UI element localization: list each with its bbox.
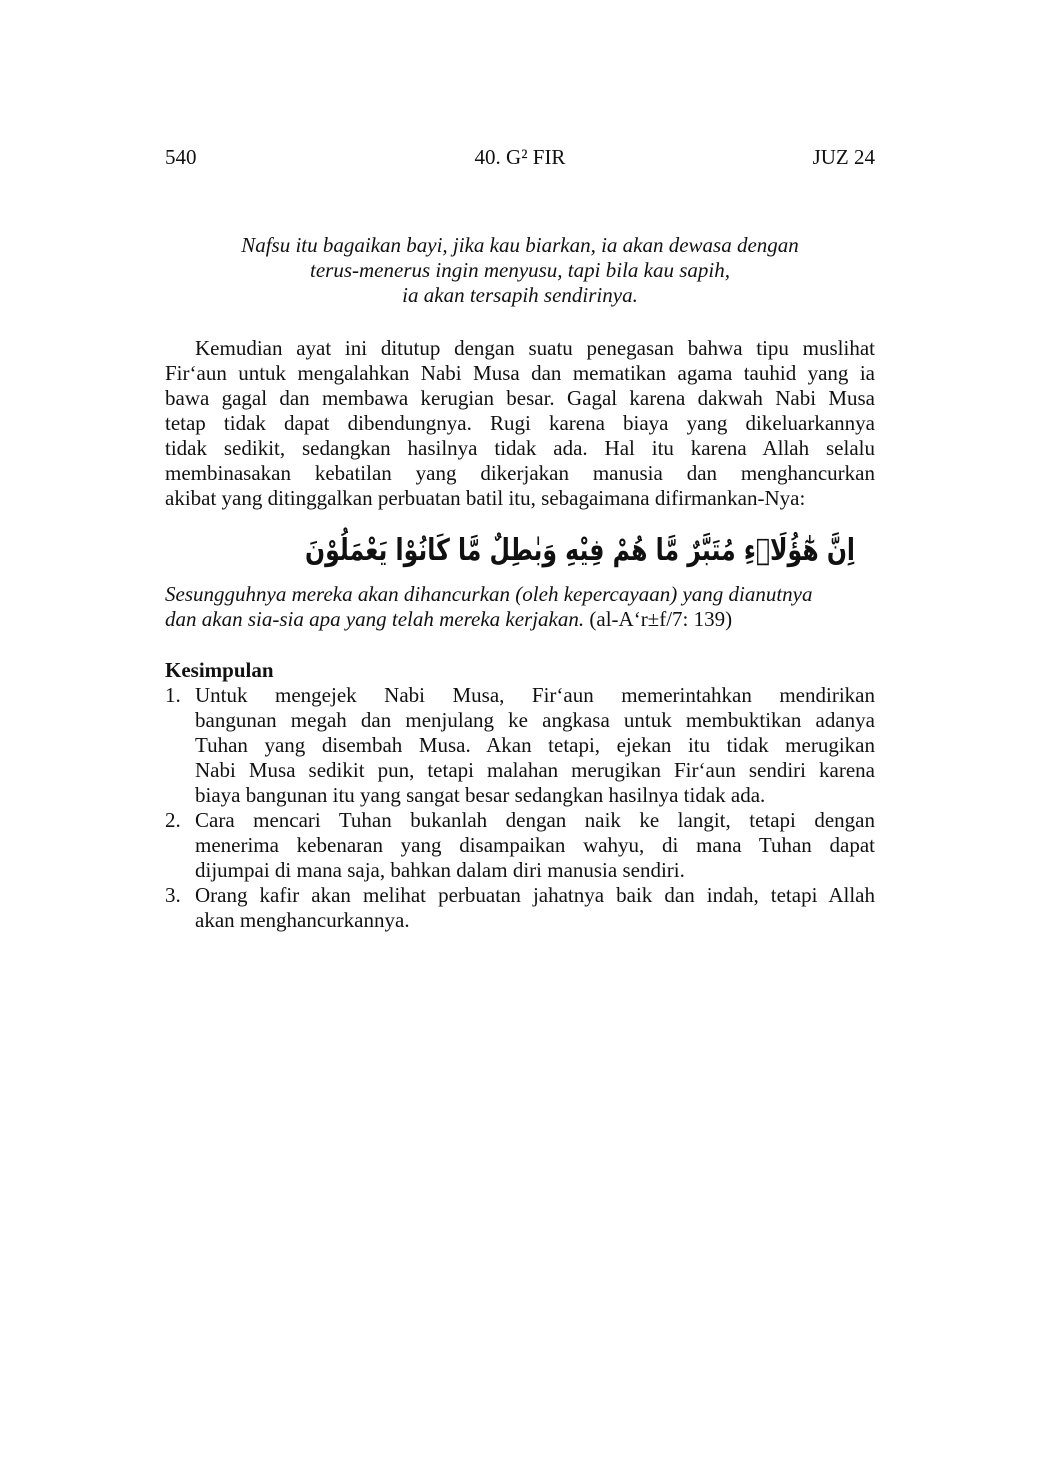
translation-line: dan akan sia-sia apa yang telah mereka kerjakan. xyxy=(165,607,585,631)
verse-citation: (al-A‘r±f/7: 139) xyxy=(584,607,733,631)
item-number: 2. xyxy=(165,808,181,832)
quote-line: terus-menerus ingin menyusu, tapi bila kau sapih, xyxy=(310,258,730,282)
arabic-verse xyxy=(300,518,1006,578)
quote-line: ia akan tersapih sendirinya. xyxy=(402,283,638,307)
body-paragraph xyxy=(165,336,875,511)
item-line: bangunan megah dan menjulang ke angkasa untuk membuktikan adanya xyxy=(195,708,875,732)
item-number: 1. xyxy=(165,683,181,707)
paragraph-line: membinasakan kebatilan yang dikerjakan manusia dan menghancurkan xyxy=(165,461,875,485)
arabic-verse-text: اِنَّ هٰٓؤُلَاۤءِ مُتَبَّرٌ مَّا هُمْ فِيْهِ وَبٰطِلٌ مَّا كَانُوْا يَعْمَلُوْنَ xyxy=(305,533,1006,568)
paragraph-line: Kemudian ayat ini ditutup dengan suatu penegasan bahwa tipu muslihat xyxy=(195,336,875,360)
item-line: Untuk mengejek Nabi Musa, Fir‘aun memerintahkan mendirikan xyxy=(195,683,875,707)
paragraph-line: tidak sedikit, sedangkan hasilnya tidak ada. Hal itu karena Allah selalu xyxy=(165,436,875,460)
page-number: 540 xyxy=(165,145,197,169)
italic-quote xyxy=(165,233,875,308)
juz-label: JUZ 24 xyxy=(812,145,875,169)
verse-translation xyxy=(165,582,875,632)
list-item xyxy=(165,683,875,808)
section-heading: Kesimpulan xyxy=(165,658,274,682)
quote-line: Nafsu itu bagaikan bayi, jika kau biarkan, ia akan dewasa dengan xyxy=(241,233,799,257)
item-line: Cara mencari Tuhan bukanlah dengan naik ke langit, tetapi dengan xyxy=(195,808,875,832)
paragraph-line: tetap tidak dapat dibendungnya. Rugi karena biaya yang dikeluarkannya xyxy=(165,411,875,435)
item-line: dijumpai di mana saja, bahkan dalam diri manusia sendiri. xyxy=(195,858,685,882)
paragraph-line: Fir‘aun untuk mengalahkan Nabi Musa dan mematikan agama tauhid yang ia xyxy=(165,361,875,385)
paragraph-line: bawa gagal dan membawa kerugian besar. Gagal karena dakwah Nabi Musa xyxy=(165,386,875,410)
item-line: akan menghancurkannya. xyxy=(195,908,410,932)
item-line: menerima kebenaran yang disampaikan wahyu, di mana Tuhan dapat xyxy=(195,833,875,857)
list-item xyxy=(165,883,875,933)
item-line: Orang kafir akan melihat perbuatan jahatnya baik dan indah, tetapi Allah xyxy=(195,883,875,907)
list-item xyxy=(165,808,875,883)
item-number: 3. xyxy=(165,883,181,907)
chapter-title: 40. G² FIR xyxy=(474,145,566,169)
item-line: Nabi Musa sedikit pun, tetapi malahan merugikan Fir‘aun sendiri karena xyxy=(195,758,875,782)
item-line: biaya bangunan itu yang sangat besar sedangkan hasilnya tidak ada. xyxy=(195,783,766,807)
page-header xyxy=(165,145,875,173)
translation-line: Sesungguhnya mereka akan dihancurkan (oleh kepercayaan) yang dianutnya xyxy=(165,582,813,606)
conclusion-list xyxy=(165,683,875,933)
paragraph-line: akibat yang ditinggalkan perbuatan batil itu, sebagaimana difirmankan-Nya: xyxy=(165,486,806,510)
item-line: Tuhan yang disembah Musa. Akan tetapi, ejekan itu tidak merugikan xyxy=(195,733,875,757)
